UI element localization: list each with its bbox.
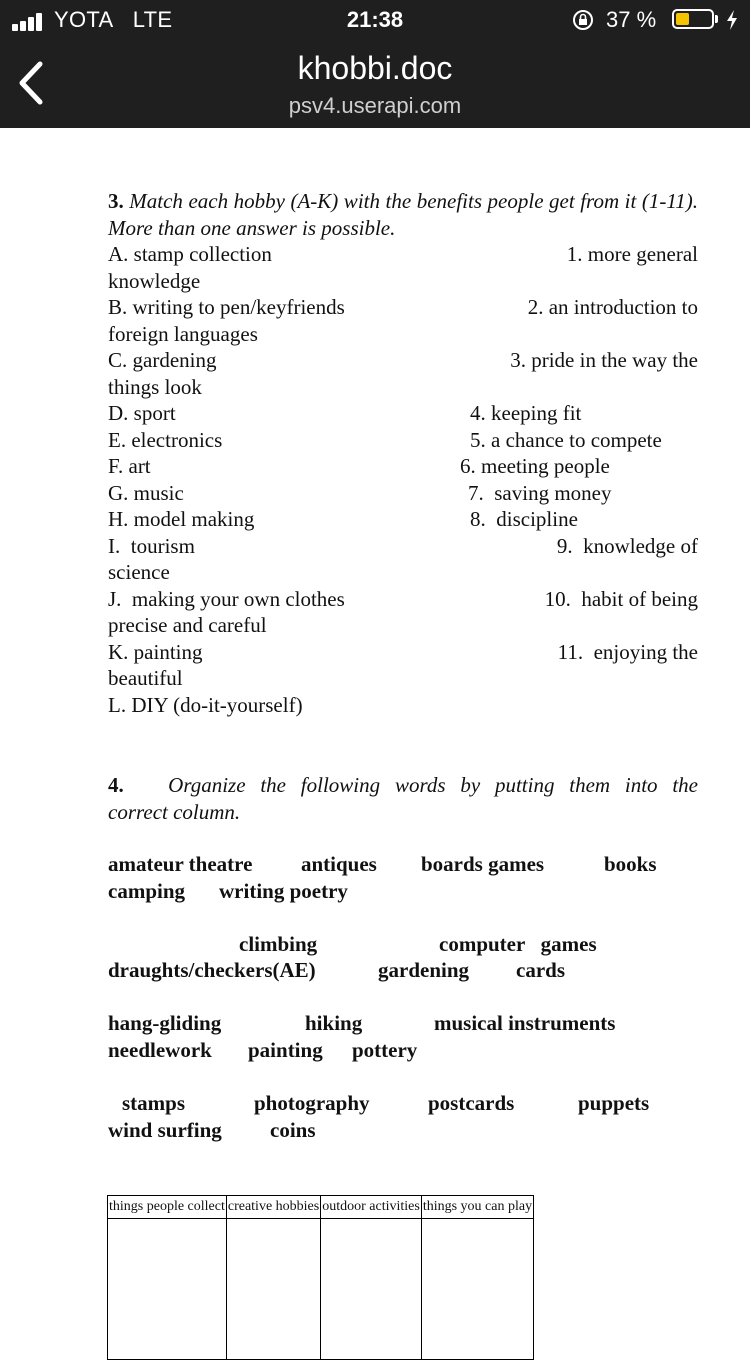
task-4-text-2: correct column. [108, 799, 241, 824]
table-header-row [108, 1196, 534, 1219]
hobby-text: K. painting [108, 639, 203, 664]
benefit-text: 11. enjoying the [557, 639, 698, 664]
word-item: cards [516, 958, 565, 982]
benefit-text: 3. pride in the way the [510, 348, 698, 372]
task-3-text: Match each hobby (A-K) with the benefits people get from it (1-11). More than one answer is possible. [108, 189, 699, 240]
hobby-text: J. making your own clothes [108, 586, 345, 611]
hobby-text: foreign languages [108, 321, 258, 346]
task-3-line [108, 586, 698, 613]
task-4-number: 4. [108, 773, 124, 797]
table-header-cell: outdoor activities [321, 1196, 422, 1219]
word-item: writing poetry [219, 879, 348, 903]
task-3-line [108, 559, 698, 586]
document-title: khobbi.doc [297, 50, 453, 86]
task-3-line [108, 612, 698, 639]
benefit-text: 5. a chance to compete [470, 427, 662, 452]
task-4-text-1: Organize the following words by putting them into the [168, 773, 698, 797]
word-item: gardening [378, 958, 470, 982]
word-item: musical instruments [434, 1011, 616, 1035]
word-item: coins [270, 1118, 316, 1142]
benefit-text: 4. keeping fit [470, 401, 582, 425]
word-item: books [604, 852, 657, 876]
hobby-text: A. stamp collection [108, 242, 272, 266]
word-item: wind surfing [108, 1118, 222, 1142]
word-item: computer games [439, 932, 597, 956]
word-item: photography [254, 1091, 370, 1115]
task-4-instruction [108, 772, 698, 825]
hobby-text: things look [108, 374, 202, 399]
benefit-text: 6. meeting people [460, 454, 610, 478]
task-3-line [108, 321, 698, 348]
document-url: psv4.userapi.com [288, 93, 462, 118]
hobby-text: D. sport [108, 401, 176, 425]
word-item: boards games [421, 852, 545, 876]
battery-icon [672, 9, 714, 29]
carrier-name: YOTA [54, 7, 114, 32]
benefit-text: 9. knowledge of [556, 533, 698, 558]
word-item: hiking [305, 1011, 363, 1035]
hobby-text: H. model making [108, 507, 255, 531]
rotation-lock-icon [572, 9, 594, 31]
task-3-lines [108, 241, 698, 718]
word-item: draughts/checkers(AE) [108, 958, 316, 982]
battery-cap [715, 15, 718, 23]
word-item: puppets [578, 1091, 650, 1115]
benefit-text: 10. habit of being [544, 586, 698, 611]
task-4-line-1 [108, 772, 698, 799]
word-item: hang-gliding [108, 1011, 222, 1035]
task-3-line [108, 400, 698, 427]
task-3-instruction [108, 188, 698, 241]
table-header-cell: things people collect [108, 1196, 227, 1219]
hobby-text: knowledge [108, 268, 201, 293]
word-item: painting [248, 1038, 323, 1062]
hobby-text: C. gardening [108, 348, 217, 372]
hobby-text: precise and careful [108, 613, 267, 637]
word-item: antiques [301, 852, 377, 876]
table-cell [108, 1219, 227, 1360]
answer-table [107, 1195, 534, 1360]
task-3-line [108, 347, 698, 374]
task-3-line [108, 533, 698, 560]
benefit-text: 2. an introduction to [527, 295, 698, 319]
word-item: amateur theatre [108, 852, 253, 876]
battery-level [676, 13, 689, 25]
task-3-line [108, 639, 698, 666]
task-3-line [108, 453, 698, 480]
table-cell [226, 1219, 320, 1360]
word-item: postcards [428, 1091, 515, 1115]
word-item: camping [108, 879, 186, 903]
task-3-line [108, 294, 698, 321]
word-item: needlework [108, 1038, 212, 1062]
network-type: LTE [132, 7, 173, 32]
benefit-text: 1. more general [566, 242, 698, 266]
hobby-text: B. writing to pen/keyfriends [108, 295, 345, 319]
table-row [108, 1219, 534, 1360]
table-header-cell: things you can play [421, 1196, 533, 1219]
task-3-number: 3. [108, 189, 124, 213]
benefit-text: 7. saving money [468, 480, 612, 505]
task-3-line [108, 241, 698, 268]
benefit-text: 8. discipline [470, 507, 578, 531]
table-header-cell: creative hobbies [226, 1196, 320, 1219]
task-3-line [108, 480, 698, 507]
word-item: climbing [239, 932, 318, 956]
charging-bolt-icon [724, 9, 740, 31]
word-item: pottery [352, 1038, 418, 1062]
task-3-line [108, 268, 698, 295]
hobby-text: G. music [108, 480, 184, 505]
hobby-text: L. DIY (do-it-yourself) [108, 692, 303, 717]
status-time: 21:38 [346, 7, 404, 32]
task-3-section [108, 188, 698, 718]
hobby-text: E. electronics [108, 427, 223, 452]
hobby-text: beautiful [108, 666, 183, 690]
hobby-text: I. tourism [108, 533, 195, 558]
top-bar [0, 0, 750, 128]
word-item: stamps [122, 1091, 186, 1115]
battery-percent: 37 % [606, 7, 657, 32]
task-3-line [108, 374, 698, 401]
hobby-text: science [108, 560, 170, 584]
hobby-text: F. art [108, 454, 151, 478]
table-cell [421, 1219, 533, 1360]
status-bar [0, 0, 750, 40]
task-3-line [108, 427, 698, 454]
task-3-line [108, 665, 698, 692]
task-3-line [108, 506, 698, 533]
table-cell [321, 1219, 422, 1360]
task-3-line [108, 692, 698, 719]
